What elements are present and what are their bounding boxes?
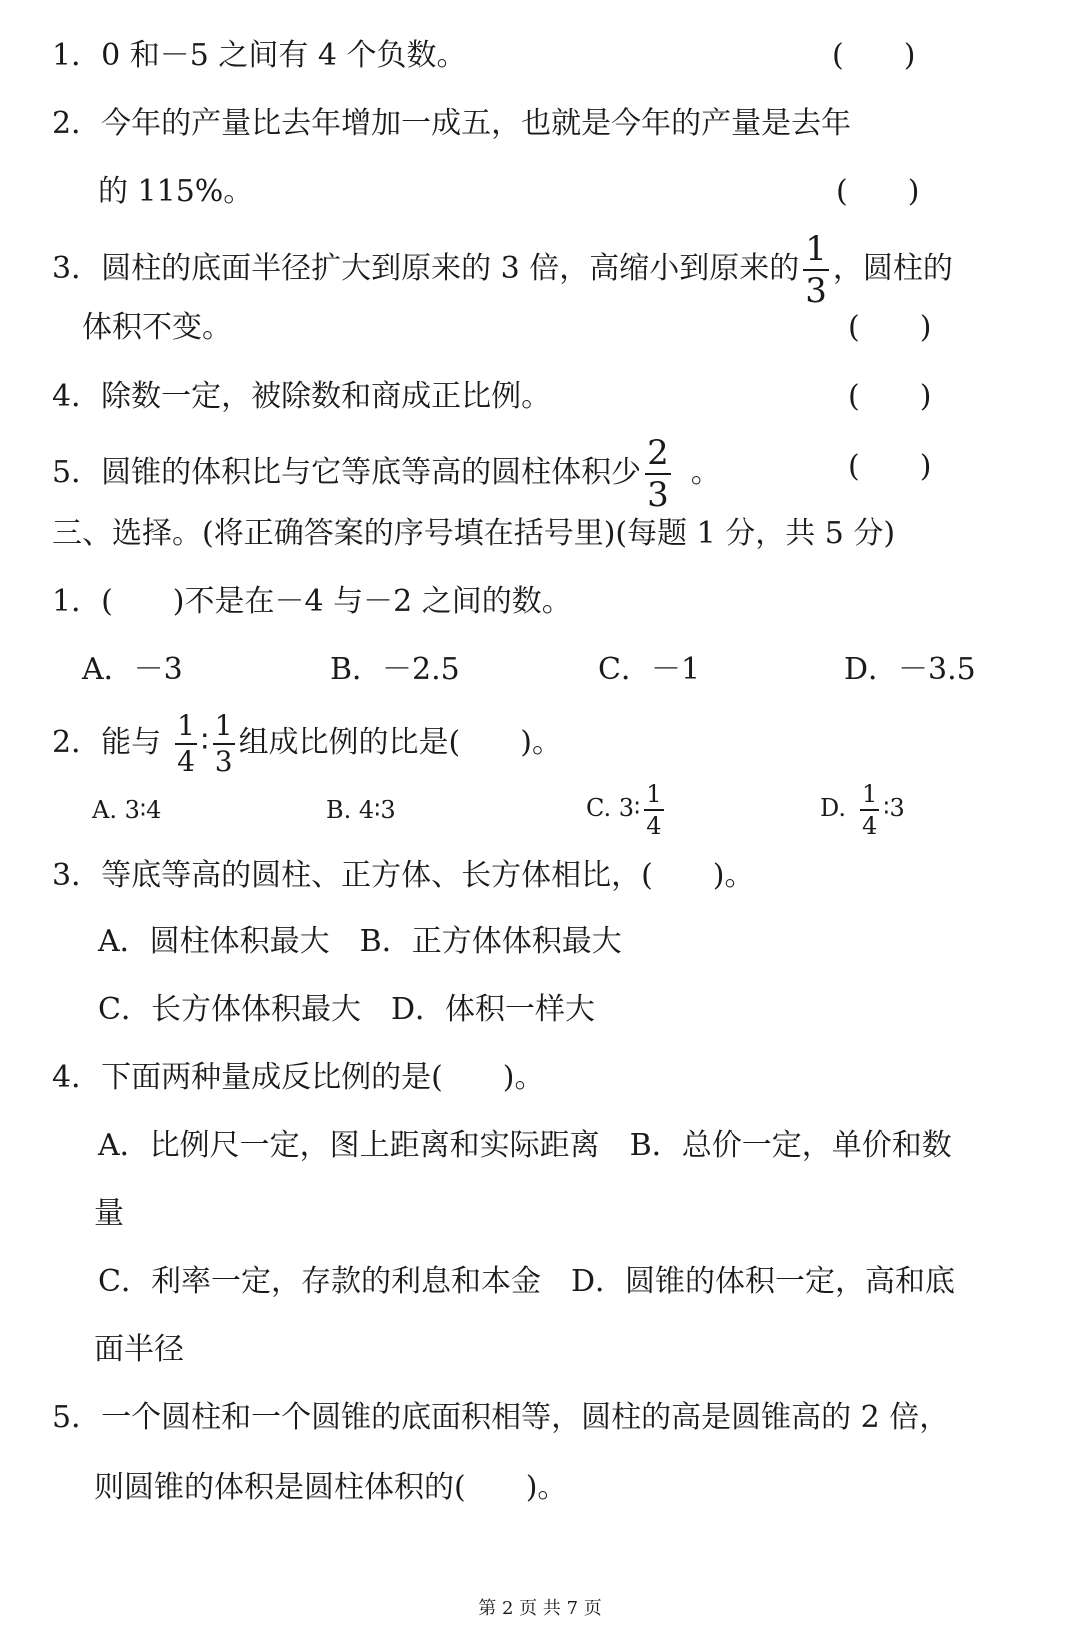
choice-q4 bbox=[52, 1058, 545, 1098]
choice-q5-line1 bbox=[52, 1398, 949, 1438]
fraction-numerator: 1 bbox=[862, 779, 878, 808]
choice-q5-line2[interactable]: 则圆锥的体积是圆柱体积的( )。 bbox=[94, 1470, 568, 1505]
choice-q1-option-b[interactable]: B．－2.5 bbox=[330, 652, 460, 687]
judge-q2-text: 今年的产量比去年增加一成五，也就是今年的产量是去年 bbox=[101, 106, 852, 141]
fraction-numerator: 2 bbox=[647, 433, 669, 473]
judge-q4 bbox=[52, 377, 551, 417]
choice-q5-num: 5． bbox=[52, 1400, 102, 1435]
choice-q3-options-cd[interactable]: C．长方体体积最大 D．体积一样大 bbox=[98, 992, 596, 1027]
fraction-numerator: 1 bbox=[646, 779, 662, 808]
judge-q3-post: ，圆柱的 bbox=[832, 251, 953, 286]
judge-q3-answer[interactable]: ( ) bbox=[848, 310, 932, 345]
option-d-fraction bbox=[860, 779, 879, 840]
choice-q1-option-c[interactable]: C．－1 bbox=[598, 652, 701, 687]
judge-q1-answer[interactable]: ( ) bbox=[832, 38, 916, 73]
choice-q2-fraction-1 bbox=[175, 709, 197, 778]
choice-q1-option-a[interactable]: A．－3 bbox=[82, 652, 183, 687]
fraction-numerator: 1 bbox=[214, 709, 233, 742]
judge-q2-answer[interactable]: ( ) bbox=[836, 174, 920, 209]
choice-q2-post[interactable]: 组成比例的比是( )。 bbox=[238, 725, 562, 760]
choice-q1 bbox=[52, 582, 572, 622]
judge-q5-answer[interactable]: ( ) bbox=[848, 449, 932, 484]
choice-q4-num: 4． bbox=[52, 1060, 102, 1095]
choice-q2-option-c[interactable] bbox=[586, 778, 668, 838]
choice-q2-option-a[interactable]: A. 3∶4 bbox=[92, 796, 162, 824]
fraction-denominator: 3 bbox=[214, 745, 233, 778]
section3-title: 三、选择。(将正确答案的序号填在括号里)(每题 1 分，共 5 分) bbox=[52, 516, 896, 551]
judge-q4-num: 4． bbox=[52, 379, 102, 414]
judge-q1 bbox=[52, 36, 467, 76]
fraction-denominator: 4 bbox=[644, 809, 663, 838]
choice-q5-text: 一个圆柱和一个圆锥的底面积相等，圆柱的高是圆锥高的 2 倍， bbox=[101, 1400, 950, 1435]
choice-q4-options-cd[interactable]: C．利率一定，存款的利息和本金 D．圆锥的体积一定，高和底 bbox=[98, 1264, 956, 1299]
choice-q1-text[interactable]: ( )不是在－4 与－2 之间的数。 bbox=[101, 584, 572, 619]
fraction-denominator: 3 bbox=[805, 271, 827, 311]
fraction-denominator: 4 bbox=[860, 809, 879, 838]
choice-q2-option-d[interactable] bbox=[820, 778, 905, 838]
fraction-denominator: 3 bbox=[647, 475, 669, 515]
choice-q2-colon: ∶ bbox=[200, 725, 209, 760]
choice-q2-option-b[interactable]: B. 4∶3 bbox=[326, 796, 396, 824]
choice-q1-num: 1． bbox=[52, 584, 102, 619]
judge-q3-pre: 圆柱的底面半径扩大到原来的 3 倍，高缩小到原来的 bbox=[101, 251, 800, 286]
judge-q5-post: 。 bbox=[690, 455, 721, 490]
judge-q5-num: 5． bbox=[52, 455, 102, 490]
judge-q5-pre: 圆锥的体积比与它等底等高的圆柱体积少 bbox=[101, 455, 642, 490]
judge-q5 bbox=[52, 433, 721, 515]
judge-q3-num: 3． bbox=[52, 251, 102, 286]
choice-q4-options-ab[interactable]: A．比例尺一定，图上距离和实际距离 B．总价一定，单价和数 bbox=[98, 1128, 952, 1163]
judge-q1-num: 1． bbox=[52, 38, 102, 73]
judge-q1-text: 0 和－5 之间有 4 个负数。 bbox=[101, 38, 467, 73]
option-d-suffix: ∶3 bbox=[883, 794, 905, 822]
judge-q2-line1 bbox=[52, 104, 851, 144]
judge-q3-line2: 体积不变。 bbox=[82, 310, 232, 345]
option-d-label: D. bbox=[820, 794, 847, 822]
option-c-fraction bbox=[644, 779, 663, 840]
fraction-denominator: 4 bbox=[177, 745, 195, 778]
choice-q3-options-ab[interactable]: A．圆柱体积最大 B．正方体体积最大 bbox=[98, 924, 622, 959]
judge-q2-line2: 的 115%。 bbox=[98, 174, 254, 209]
fraction-numerator: 1 bbox=[177, 709, 195, 742]
judge-q4-answer[interactable]: ( ) bbox=[848, 379, 932, 414]
judge-q3-line1 bbox=[52, 229, 953, 311]
choice-q3 bbox=[52, 856, 755, 896]
option-c-label: C. 3∶ bbox=[586, 794, 641, 822]
fraction-numerator: 1 bbox=[805, 229, 827, 269]
choice-q2 bbox=[52, 709, 562, 778]
judge-q4-text: 除数一定，被除数和商成正比例。 bbox=[101, 379, 552, 414]
judge-q5-fraction bbox=[645, 433, 671, 515]
choice-q3-text[interactable]: 等底等高的圆柱、正方体、长方体相比，( )。 bbox=[101, 858, 755, 893]
choice-q2-fraction-2 bbox=[213, 709, 235, 778]
choice-q4-options-cd-cont: 面半径 bbox=[94, 1332, 184, 1367]
choice-q4-text[interactable]: 下面两种量成反比例的是( )。 bbox=[101, 1060, 545, 1095]
page-footer: 第 2 页 共 7 页 bbox=[478, 1598, 602, 1619]
choice-q4-options-ab-cont: 量 bbox=[94, 1196, 124, 1231]
choice-q3-num: 3． bbox=[52, 858, 102, 893]
judge-q3-fraction bbox=[803, 229, 829, 311]
choice-q2-num: 2． bbox=[52, 725, 102, 760]
choice-q1-option-d[interactable]: D．－3.5 bbox=[844, 652, 976, 687]
judge-q2-num: 2． bbox=[52, 106, 102, 141]
choice-q2-pre: 能与 bbox=[101, 725, 162, 760]
